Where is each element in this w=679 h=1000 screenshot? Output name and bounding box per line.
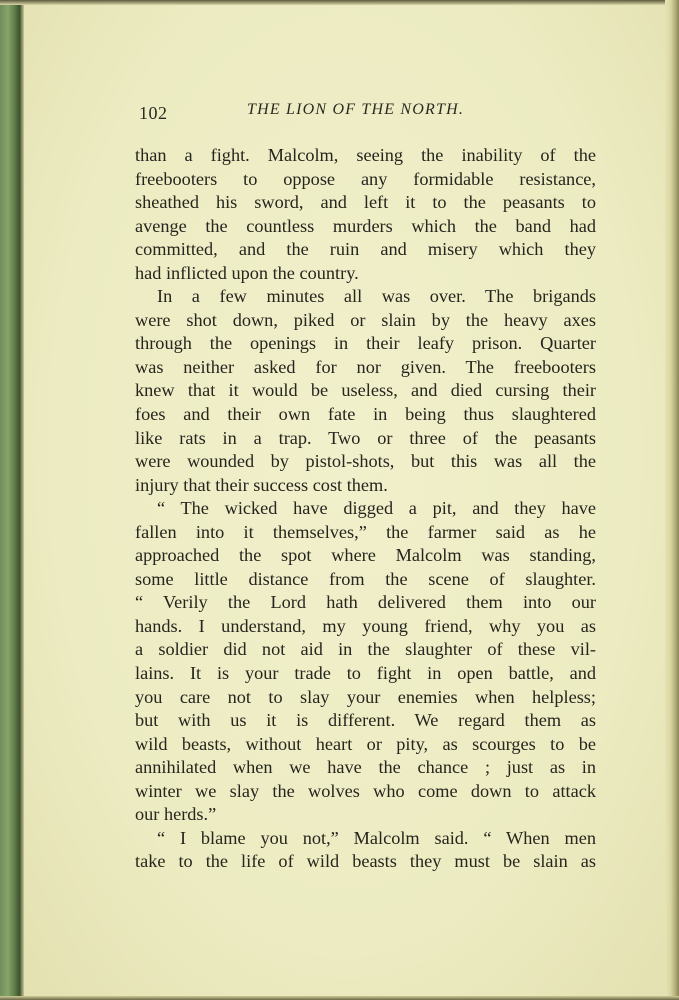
text-line: hands. I understand, my young friend, why you as [135, 615, 596, 636]
text-line: than a fight. Malcolm, seeing the inability of the [135, 145, 596, 165]
text-line: some little distance from the scene of slaughter. [135, 568, 596, 589]
text-line: In a few minutes all was over. The brigands [157, 286, 596, 307]
text-line: lains. It is your trade to fight in open battle, and [135, 663, 596, 684]
text-line: you care not to slay your enemies when helpless; [135, 686, 596, 707]
text-line: a soldier did not aid in the slaughter of these vil- [135, 639, 596, 660]
book-binding [0, 0, 20, 1000]
text-line: wild beasts, without heart or pity, as scourges to be [135, 733, 596, 754]
text-line: “ Verily the Lord hath delivered them into our [135, 592, 596, 613]
running-header [139, 100, 599, 126]
page-top-edge [0, 0, 679, 5]
text-line: committed, and the ruin and misery which they [135, 239, 596, 260]
page-number: 102 [139, 103, 168, 123]
running-title: THE LION OF THE NORTH. [247, 101, 465, 118]
text-line: through the openings in their leafy prison. Quarter [135, 333, 596, 354]
text-line: like rats in a trap. Two or three of the peasants [135, 427, 596, 448]
text-line: winter we slay the wolves who come down to attack [135, 780, 596, 801]
text-line: freebooters to oppose any formidable resistance, [135, 168, 596, 189]
text-line: annihilated when we have the chance ; just as in [135, 757, 596, 778]
text-line: injury that their success cost them. [135, 474, 388, 495]
text-line: sheathed his sword, and left it to the peasants to [135, 192, 596, 213]
text-line: were shot down, piked or slain by the heavy axes [135, 309, 596, 330]
page-bottom-edge [0, 996, 679, 1000]
page-stack-edge [665, 0, 679, 1000]
text-line: but with us it is different. We regard them as [135, 710, 596, 731]
text-line: our herds.” [135, 804, 217, 825]
text-line: approached the spot where Malcolm was standing, [135, 545, 596, 566]
text-line: avenge the countless murders which the band had [135, 215, 596, 236]
body-text [135, 144, 596, 874]
text-line: were wounded by pistol-shots, but this was all the [135, 451, 596, 472]
text-line: fallen into it themselves,” the farmer said as he [135, 521, 596, 542]
text-line: “ The wicked have digged a pit, and they have [157, 498, 596, 519]
text-line: had inflicted upon the country. [135, 262, 359, 283]
text-line: knew that it would be useless, and died cursing their [135, 380, 596, 401]
text-line: foes and their own fate in being thus slaughtered [135, 404, 596, 425]
text-line: was neither asked for nor given. The freebooters [135, 356, 596, 377]
text-line: take to the life of wild beasts they must be slain as [135, 851, 596, 872]
text-line: “ I blame you not,” Malcolm said. “ When men [157, 827, 596, 848]
